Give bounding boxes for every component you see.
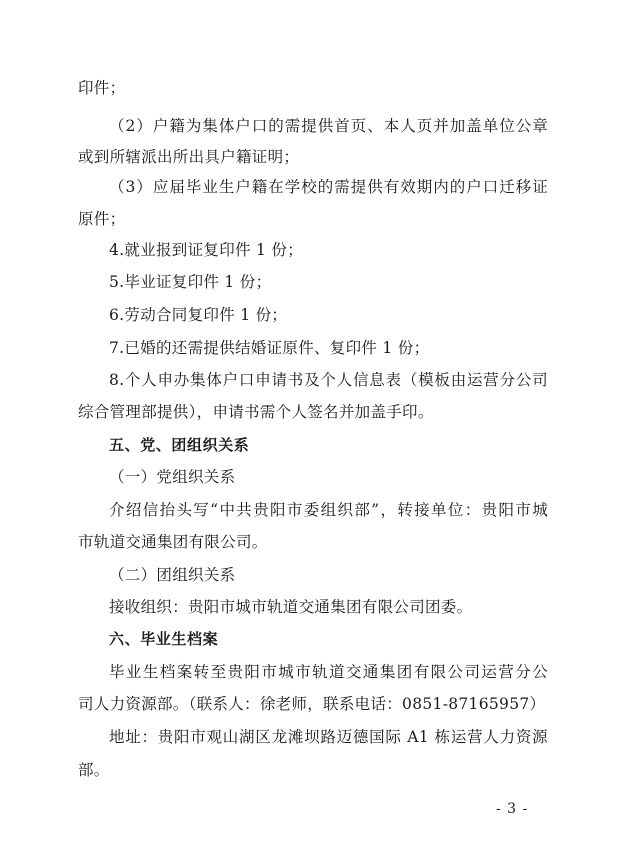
text-line-item-4: 4.就业报到证复印件 1 份； xyxy=(109,241,304,259)
text-line-address-cont: 部。 xyxy=(78,761,110,779)
text-line-item-5: 5.毕业证复印件 1 份； xyxy=(109,273,272,291)
text-line-archives: 毕业生档案转至贵阳市城市轨道交通集团有限公司运营分公 xyxy=(109,663,548,681)
section-heading-party-league: 五、党、团组织关系 xyxy=(109,436,250,454)
text-line-item-7: 7.已婚的还需提供结婚证原件、复印件 1 份； xyxy=(109,339,430,357)
subsection-heading-party: （一）党组织关系 xyxy=(109,468,236,486)
section-heading-archives: 六、毕业生档案 xyxy=(109,630,219,648)
page-number: - 3 - xyxy=(496,801,529,817)
text-line-party-letter-cont: 市轨道交通集团有限公司。 xyxy=(78,533,268,551)
text-line-address: 地址：贵阳市观山湖区龙滩坝路迈德国际 A1 栋运营人力资源 xyxy=(109,728,548,746)
text-line-item-3-cont: 原件； xyxy=(78,210,126,228)
text-line-continuation: 印件； xyxy=(78,79,126,97)
text-line-item-2-cont: 或到所辖派出所出具户籍证明； xyxy=(78,148,300,166)
text-line-item-6: 6.劳动合同复印件 1 份； xyxy=(109,306,288,324)
text-line-item-2: （2）户籍为集体户口的需提供首页、本人页并加盖单位公章 xyxy=(109,117,548,135)
text-line-item-3: （3）应届毕业生户籍在学校的需提供有效期内的户口迁移证 xyxy=(109,178,548,196)
subsection-heading-league: （二）团组织关系 xyxy=(109,566,236,584)
text-line-party-letter: 介绍信抬头写“中共贵阳市委组织部”，转接单位：贵阳市城 xyxy=(109,501,548,519)
text-line-league-receiver: 接收组织：贵阳市城市轨道交通集团有限公司团委。 xyxy=(109,598,473,616)
text-line-item-8-cont: 综合管理部提供），申请书需个人签名并加盖手印。 xyxy=(78,403,434,421)
text-line-archives-contact: 司人力资源部。（联系人：徐老师，联系电话：0851-87165957） xyxy=(78,695,546,713)
text-line-item-8: 8.个人申办集体户口申请书及个人信息表（模板由运营分公司 xyxy=(109,371,548,389)
